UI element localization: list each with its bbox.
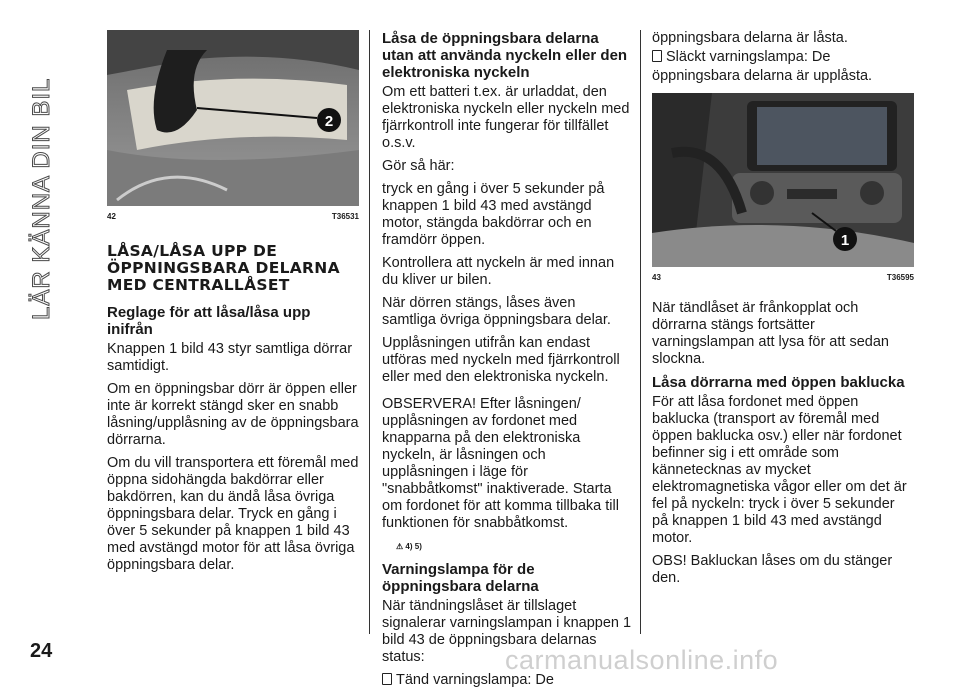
- column-divider: [369, 30, 370, 634]
- paragraph: Om du vill transportera ett föremål med öppna sidohängda bakdörrar eller bakdörren, kan du ändå låsa övriga öppningsbara delar. Tryck en gång i över 5 sekunder på knappen 1 bild 43 med avstängd motor för att låsa övriga öppningsbara delar.: [107, 455, 359, 573]
- list-item: Tänd varningslampa: De: [382, 672, 632, 689]
- figure-43-image: [652, 93, 914, 267]
- paragraph: öppningsbara delarna är upplåsta.: [652, 68, 873, 84]
- paragraph: Om en öppningsbar dörr är öppen eller inte är korrekt stängd sker en snabb låsning/upplåsning av de öppningsbara dörrarna.: [107, 381, 359, 448]
- paragraph: öppningsbara delarna är låsta.: [652, 30, 848, 46]
- paragraph: För att låsa fordonet med öppen baklucka (transport av föremål med öppen baklucka osv.) eller när fordonet befinner sig i ett område som kännetecknas av mycket elektromagnetiska vågor eller om det är fel på nyckeln: tryck i över 5 sekunder på knappen 1 bild 43 med avstängd motor.: [652, 394, 907, 546]
- subheading: Reglage för att låsa/låsa upp inifrån: [107, 304, 311, 338]
- column-1: [107, 30, 359, 580]
- callout-1: 1: [840, 232, 850, 249]
- dashboard-photo: [652, 93, 914, 267]
- figure-42-caption: 42 T36531: [107, 212, 359, 221]
- paragraph: När tändningslåset är tillslaget signalerar varningslampan i knappen 1 bild 43 de öppningsbara delarnas status:: [382, 598, 632, 665]
- list-item: Släckt varningslampa: De: [652, 49, 914, 66]
- page-number: 24: [30, 640, 53, 662]
- subheading: Varningslampa för de öppningsbara delarna: [382, 561, 539, 595]
- figure-42-image: [107, 30, 359, 206]
- paragraph: När tändlåset är frånkopplat och dörrarna stängs fortsätter varningslampan att lysa för att sedan slockna.: [652, 300, 889, 367]
- column-3: [652, 30, 914, 593]
- paragraph: OBS! Bakluckan låses om du stänger den.: [652, 553, 893, 586]
- paragraph: När dörren stängs, låses även samtliga övriga öppningsbara delar.: [382, 295, 611, 328]
- watermark: carmanualsonline.info: [505, 645, 779, 675]
- warning-reference: ⚠ 4) 5): [396, 542, 422, 551]
- paragraph: Kontrollera att nyckeln är med innan du kliver ur bilen.: [382, 255, 615, 288]
- paragraph: Gör så här:: [382, 158, 455, 174]
- paragraph: Upplåsningen utifrån kan endast utföras med nyckeln med fjärrkontroll eller med den elektroniska nyckeln.: [382, 335, 620, 385]
- paragraph: tryck en gång i över 5 sekunder på knappen 1 bild 43 med avstängd motor, stängda bakdörrar och en framdörr öppen.: [382, 181, 605, 248]
- callout-2: 2: [324, 113, 334, 130]
- warning-triangle-icon: ⚠: [396, 542, 404, 551]
- chapter-side-title: LÄR KÄNNA DIN BIL: [28, 77, 55, 320]
- tailgate-photo: [107, 30, 359, 206]
- checkbox-bullet-icon: [382, 673, 392, 685]
- checkbox-bullet-icon: [652, 50, 662, 62]
- section-title: LÅSA/LÅSA UPP DE ÖPPNINGSBARA DELARNA MED CENTRALLÅSET: [107, 242, 340, 294]
- note-paragraph: OBSERVERA! Efter låsningen/ upplåsningen av fordonet med knapparna på den elektroniska nyckeln, är låsningen och upplåsningen i läge för "snabbåtkomst" inaktiverade. Starta om fordonet för att komma tillbaka till funktionen för snabbåtkomst.: [382, 396, 619, 531]
- subheading: Låsa de öppningsbara delarna utan att använda nyckeln eller den elektroniska nyckeln: [382, 30, 628, 81]
- figure-43-caption: 43 T36595: [652, 273, 914, 282]
- column-divider: [640, 30, 641, 634]
- column-2: [382, 30, 632, 695]
- paragraph: Knappen 1 bild 43 styr samtliga dörrar samtidigt.: [107, 341, 353, 374]
- subheading: Låsa dörrarna med öppen baklucka: [652, 374, 905, 391]
- paragraph: Om ett batteri t.ex. är urladdat, den elektroniska nyckeln eller nyckeln med fjärrkontroll inte fungerar för tillfället o.s.v.: [382, 84, 630, 151]
